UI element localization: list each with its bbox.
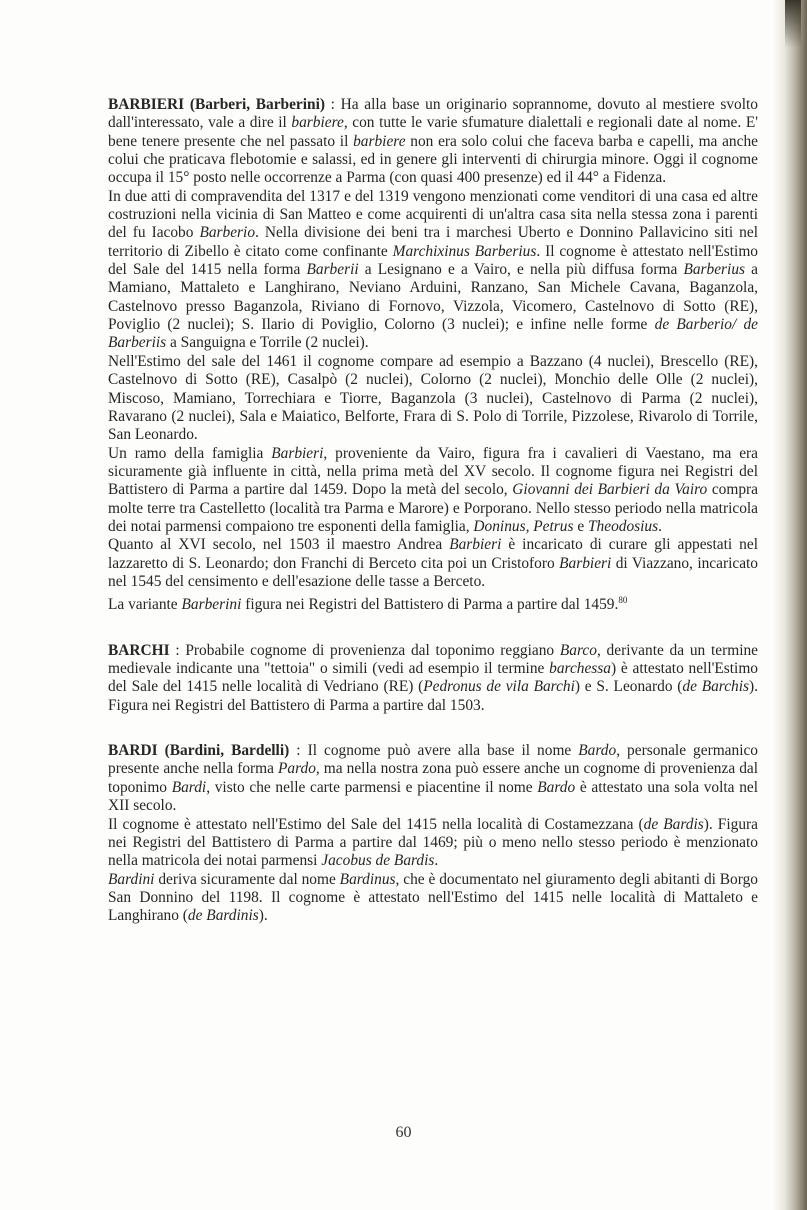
text-run: ). Figura nei Registri del Battistero di Parma a partire dal 1469; più o meno nello stesso periodo è menzionato nella matricola dei notai parmensi (108, 815, 758, 870)
text-run: figura nei Registri del Battistero di Parma a partire dal 1459. (241, 596, 619, 614)
entry-paragraph (108, 445, 758, 537)
entry-paragraph (108, 742, 758, 815)
entry-paragraph (108, 591, 758, 614)
footnote-marker: 80 (618, 595, 628, 606)
text-run: . (434, 852, 439, 870)
text-run: non era solo colui che faceva barba e capelli, ma anche colui che praticava flebotomie e salassi, ed in genere gli interventi di chirurgia minore. Oggi il cognome occupa il 15° posto nelle occorrenze a Parma (con quasi 400 presenze) ed il 44° a Fidenza. (108, 132, 758, 187)
text-run: ). (258, 907, 268, 925)
entry-headword: BARBIERI (Barberi, Barberini) (108, 96, 325, 113)
text-run: è attestato una sola volta nel XII secolo. (108, 778, 759, 815)
italic-term: Pardo (278, 760, 316, 778)
text-run: è incaricato di curare gli appestati nel lazzaretto di S. Leonardo; don Franchi di Berceto cita poi un Cristoforo (108, 536, 758, 572)
entry-paragraph (108, 642, 758, 715)
page-number: 60 (395, 1124, 412, 1141)
entry-barbieri (108, 96, 758, 615)
text-run: a Lesignano e a Vairo, e nella più diffusa forma (358, 261, 684, 279)
text-run: , proveniente da Vairo, figura fra i cavalieri di Vaestano, ma era sicuramente già influente in città, nella prima metà del XV secolo. Il cognome figura nei Registri del Battistero di Parma a partire dal 1459. Dopo la metà del secolo, (108, 444, 758, 499)
italic-term: Barberii (306, 261, 359, 279)
italic-term: de Bardinis (187, 907, 259, 925)
italic-term: Bardo (578, 742, 617, 760)
text-run: . Il cognome è attestato nell'Estimo del Sale del 1415 nella forma (108, 242, 759, 279)
text-run: , con tutte le varie sfumature dialettali e regionali date al nome. E' bene tenere presente che nel passato il (108, 114, 758, 150)
italic-term: Bardi (171, 778, 207, 796)
text-run: ) è attestato nell'Estimo del Sale del 1415 nelle località di Vedriano (RE) ( (108, 660, 758, 696)
book-binding-edge (773, 0, 807, 1210)
italic-term: Barbieri (559, 554, 612, 572)
entry-bardi (108, 742, 758, 925)
text-run: ) e S. Leonardo ( (574, 678, 683, 696)
italic-term: Barberini (181, 596, 242, 614)
entry-paragraph (108, 536, 758, 591)
entry-paragraph (108, 188, 758, 353)
text-run: In due atti di compravendita del 1317 e del 1319 vengono menzionati come venditori di una casa ed altre costruzioni nella vicinia di San Matteo e come acquirenti di un'altra casa sita nella stessa zona i parenti del fu Iacobo (108, 187, 758, 242)
italic-term: Marchixinus Barberius (392, 242, 537, 260)
italic-term: Barbieri (271, 444, 324, 462)
text-run: a Sanguigna e Torrile (2 nuclei). (166, 334, 369, 352)
entry-paragraph (108, 96, 758, 188)
entry-paragraph (108, 871, 758, 926)
italic-term: de Barchis (682, 678, 750, 696)
italic-term: Barberius (683, 261, 746, 279)
text-run: . (658, 517, 662, 535)
entry-headword: BARDI (Bardini, Bardelli) (108, 742, 290, 760)
text-run: , ma nella nostra zona può essere anche un cognome di provenienza dal toponimo (108, 760, 758, 796)
italic-term: Bardo (537, 778, 576, 796)
text-run: , derivante da un termine medievale indicante una "tettoia" o simili (vedi ad esempio il termine (108, 641, 758, 678)
text-run: Nell'Estimo del sale del 1461 il cognome compare ad esempio a Bazzano (4 nuclei), Brescello (RE), Castelnovo di Sotto (RE), Casalpò (2 nuclei), Colorno (2 nuclei), Monchio delle Olle (2 nuclei), Miscoso, Mamiano, Torrechiara e Tiorre, Baganzola (3 nuclei), Castelnovo di Parma (2 nuclei), Ravarano (2 nuclei), Sala e Maiatico, Belforte, Frara di S. Polo di Torrile, Pizzolese, Rivarolo di Torrile, San Leonardo. (108, 352, 758, 444)
text-run: di Viazzano, incaricato nel 1545 del censimento e dell'esazione delle tasse a Berceto. (108, 554, 758, 590)
text-run: Un ramo della famiglia (108, 444, 272, 462)
entry-paragraph (108, 816, 758, 871)
italic-term: de Bardis (643, 815, 704, 833)
text-run: e (573, 517, 588, 535)
italic-term: Bardinus (339, 870, 396, 888)
text-run: , che è documentato nel giuramento degli abitanti di Borgo San Donnino del 1198. Il cognome è attestato nell'Estimo del 1415 nelle località di Mattaleto e Langhirano ( (108, 870, 758, 925)
entry-barchi (108, 642, 758, 715)
text-run: deriva sicuramente dal nome (154, 870, 340, 888)
italic-term: Jacobus de Bardis (321, 852, 435, 870)
italic-term: Theodosius (588, 517, 659, 535)
italic-term: barchessa (549, 660, 611, 678)
italic-term: Doninus, Petrus (473, 517, 574, 535)
entry-paragraph (108, 353, 758, 445)
italic-term: Barberio (199, 224, 256, 242)
text-run: ). Figura nei Registri del Battistero di Parma a partire dal 1503. (108, 678, 758, 714)
italic-term: Bardini (108, 870, 155, 888)
italic-term: barbiere (353, 132, 406, 150)
text-run: , personale germanico presente anche nella forma (108, 742, 759, 778)
text-run: Il cognome è attestato nell'Estimo del Sale del 1415 nella località di Costamezzana ( (108, 815, 644, 833)
italic-term: Giovanni dei Barbieri da Vairo (512, 481, 708, 499)
page-body (108, 96, 758, 953)
text-run: : Il cognome può avere alla base il nome (289, 742, 579, 760)
text-run: Quanto al XVI secolo, nel 1503 il maestro Andrea (108, 536, 450, 554)
text-run: compra molte terre tra Castelletto (località tra Parma e Marore) e Porporano. Nello stesso periodo nella matricola dei notai parmensi compaiono tre esponenti della famiglia, (108, 481, 758, 535)
italic-term: Barco (559, 641, 597, 659)
italic-term: Barbieri (449, 536, 502, 554)
text-run: : Probabile cognome di provenienza dal toponimo reggiano (169, 641, 560, 659)
text-run: La variante (108, 596, 182, 614)
text-run: : Ha alla base un originario soprannome, dovuto al mestiere svolto dall'interessato, vale a dire il (108, 96, 758, 132)
italic-term: de Barberio/ de Barberiis (108, 316, 758, 352)
entry-headword: BARCHI (108, 641, 170, 659)
italic-term: Pedronus de vila Barchi (423, 678, 575, 696)
text-run: , visto che nelle carte parmensi e piacentine il nome (206, 778, 538, 796)
text-run: . Nella divisione dei beni tra i marchesi Uberto e Donnino Pallavicino siti nel territorio di Zibello è citato come confinante (108, 224, 758, 260)
italic-term: barbiere (291, 114, 344, 132)
text-run: a Mamiano, Mattaleto e Langhirano, Neviano Arduini, Ranzano, San Michele Cavana, Baganzola, Castelnovo presso Baganzola, Riviano di Fornovo, Vizzola, Vicomero, Castelnovo di Sotto (RE), Poviglio (2 nuclei); S. Ilario di Poviglio, Colorno (3 nuclei); e infine nelle forme (108, 261, 758, 334)
